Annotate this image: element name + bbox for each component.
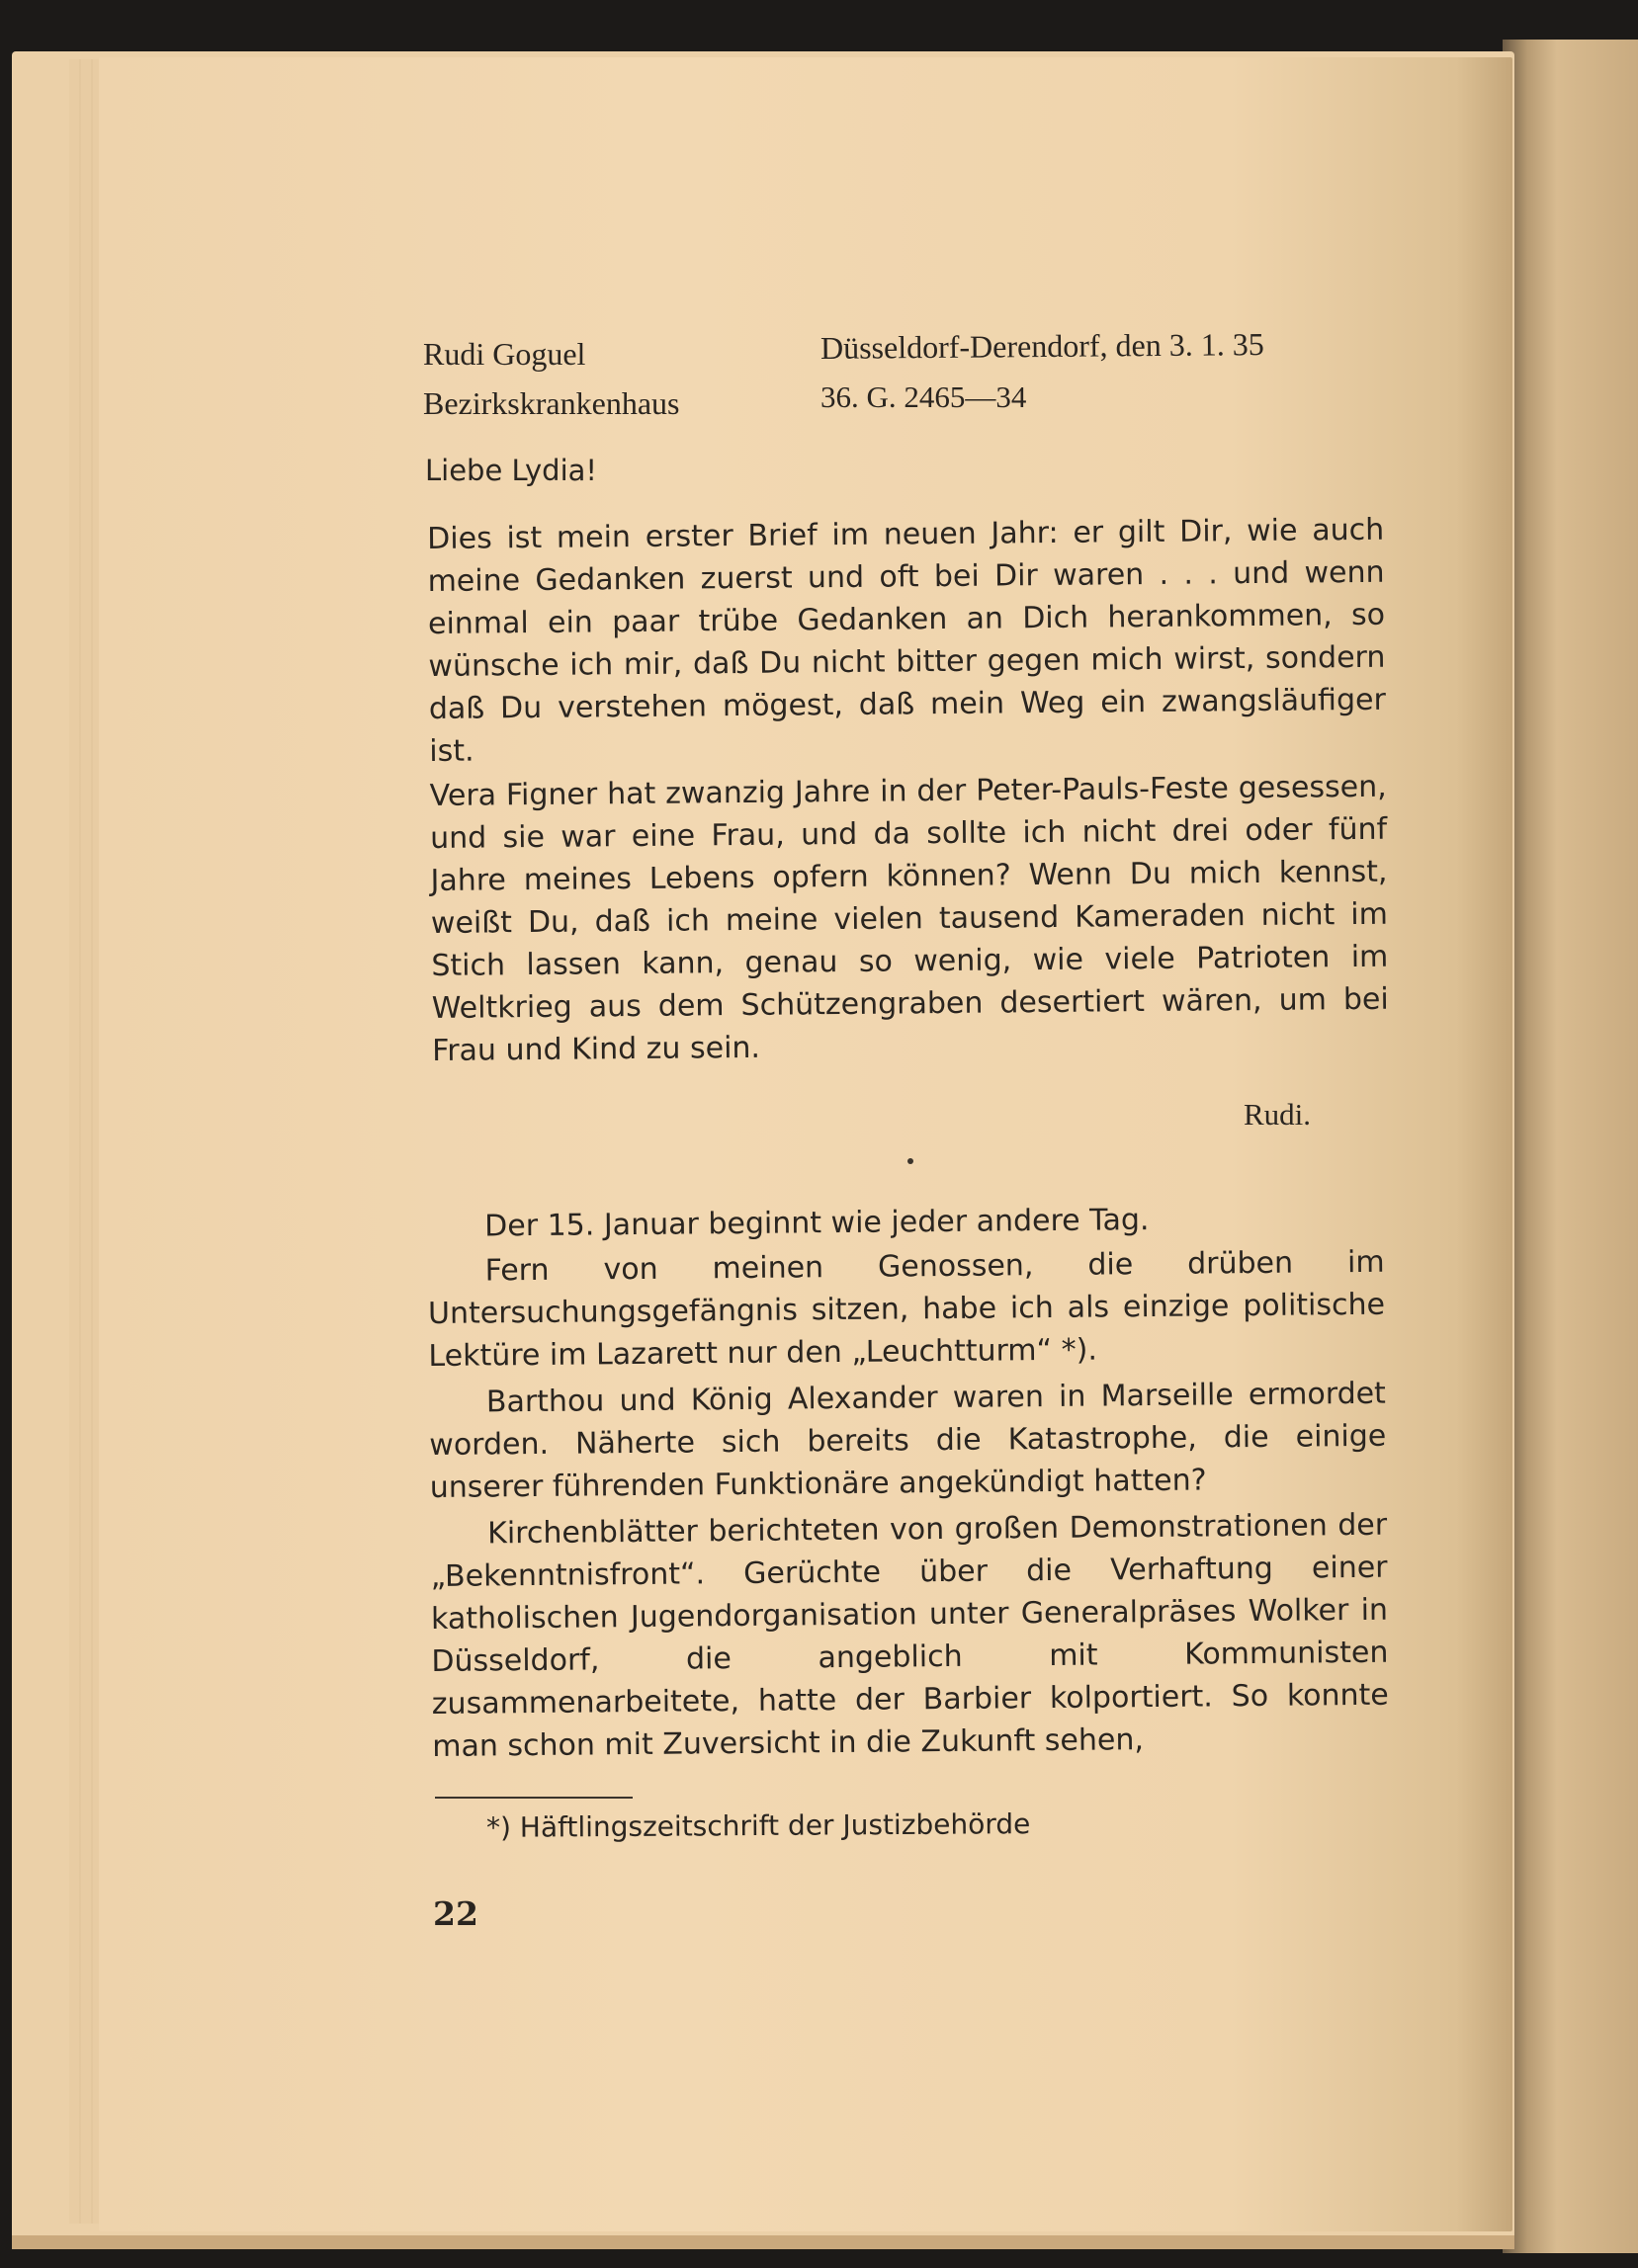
page-number: 22 bbox=[433, 1894, 478, 1933]
narrative-paragraph: Der 15. Januar beginnt wie jeder andere Tag. bbox=[484, 1202, 1150, 1244]
narrative-paragraph: Barthou und König Alexander waren in Marseille ermordet worden. Näherte sich bereits die Katastrophe, die einige unserer führenden Funktionäre angekündigt hatten? bbox=[429, 1376, 1387, 1505]
letter-body bbox=[427, 509, 1389, 1072]
salutation: Liebe Lydia! bbox=[425, 454, 598, 487]
next-page-edge bbox=[1503, 40, 1638, 2253]
sender-place: Bezirkskrankenhaus bbox=[423, 385, 680, 421]
section-separator bbox=[907, 1158, 913, 1164]
book-page bbox=[99, 57, 1512, 2231]
location-date: Düsseldorf-Derendorf, den 3. 1. 35 bbox=[819, 326, 1264, 366]
narrative-paragraph: Fern von meinen Genossen, die drüben im Untersuchungsgefängnis sitzen, habe ich als einzige politische Lektüre im Lazarett nur den „Leuchtturm“ *). bbox=[427, 1244, 1386, 1374]
footnote-rule bbox=[435, 1797, 633, 1799]
narrative-body bbox=[427, 1197, 1389, 1768]
letter-paragraph: Dies ist mein erster Brief im neuen Jahr: er gilt Dir, wie auch meine Gedanken zuerst und oft bei Dir waren . . . und wenn einmal ein paar trübe Gedanken an Dich herankommen, so wünsche ich mir, daß Du nicht bitter gegen mich wirst, sondern daß Du verstehen mögest, daß mein Weg ein zwangsläufiger ist. bbox=[427, 512, 1386, 769]
page-bottom-edge bbox=[12, 2235, 1514, 2249]
footnote: *) Häftlingszeitschrift der Justizbehörde bbox=[485, 1807, 1031, 1844]
signature: Rudi. bbox=[1244, 1097, 1312, 1132]
letter-paragraph: Vera Figner hat zwanzig Jahre in der Peter-Pauls-Feste gesessen, und sie war eine Frau, und da sollte ich nicht drei oder fünf Jahre meines Lebens opfern können? Wenn Du mich kennst, weißt Du, daß ich meine vielen tausend Kameraden nicht im Stich lassen kann, genau so wenig, wie viele Patrioten im Weltkrieg aus dem Schützengraben desertiert wären, um bei Frau und Kind zu sein. bbox=[429, 769, 1389, 1068]
sender-name: Rudi Goguel bbox=[423, 336, 586, 372]
reference-number: 36. G. 2465—34 bbox=[820, 379, 1027, 414]
narrative-paragraph: Kirchenblätter berichteten von großen Demonstrationen der „Bekenntnisfront“. Gerüchte über die Verhaftung einer katholischen Jugendorganisation unter Generalpräses Wolker in Düsseldorf, die angeblich mit Kommunisten zusammenarbeitete, hatte der Barbier kolportiert. So konnte man schon mit Zuversicht in die Zukunft sehen, bbox=[430, 1507, 1389, 1764]
